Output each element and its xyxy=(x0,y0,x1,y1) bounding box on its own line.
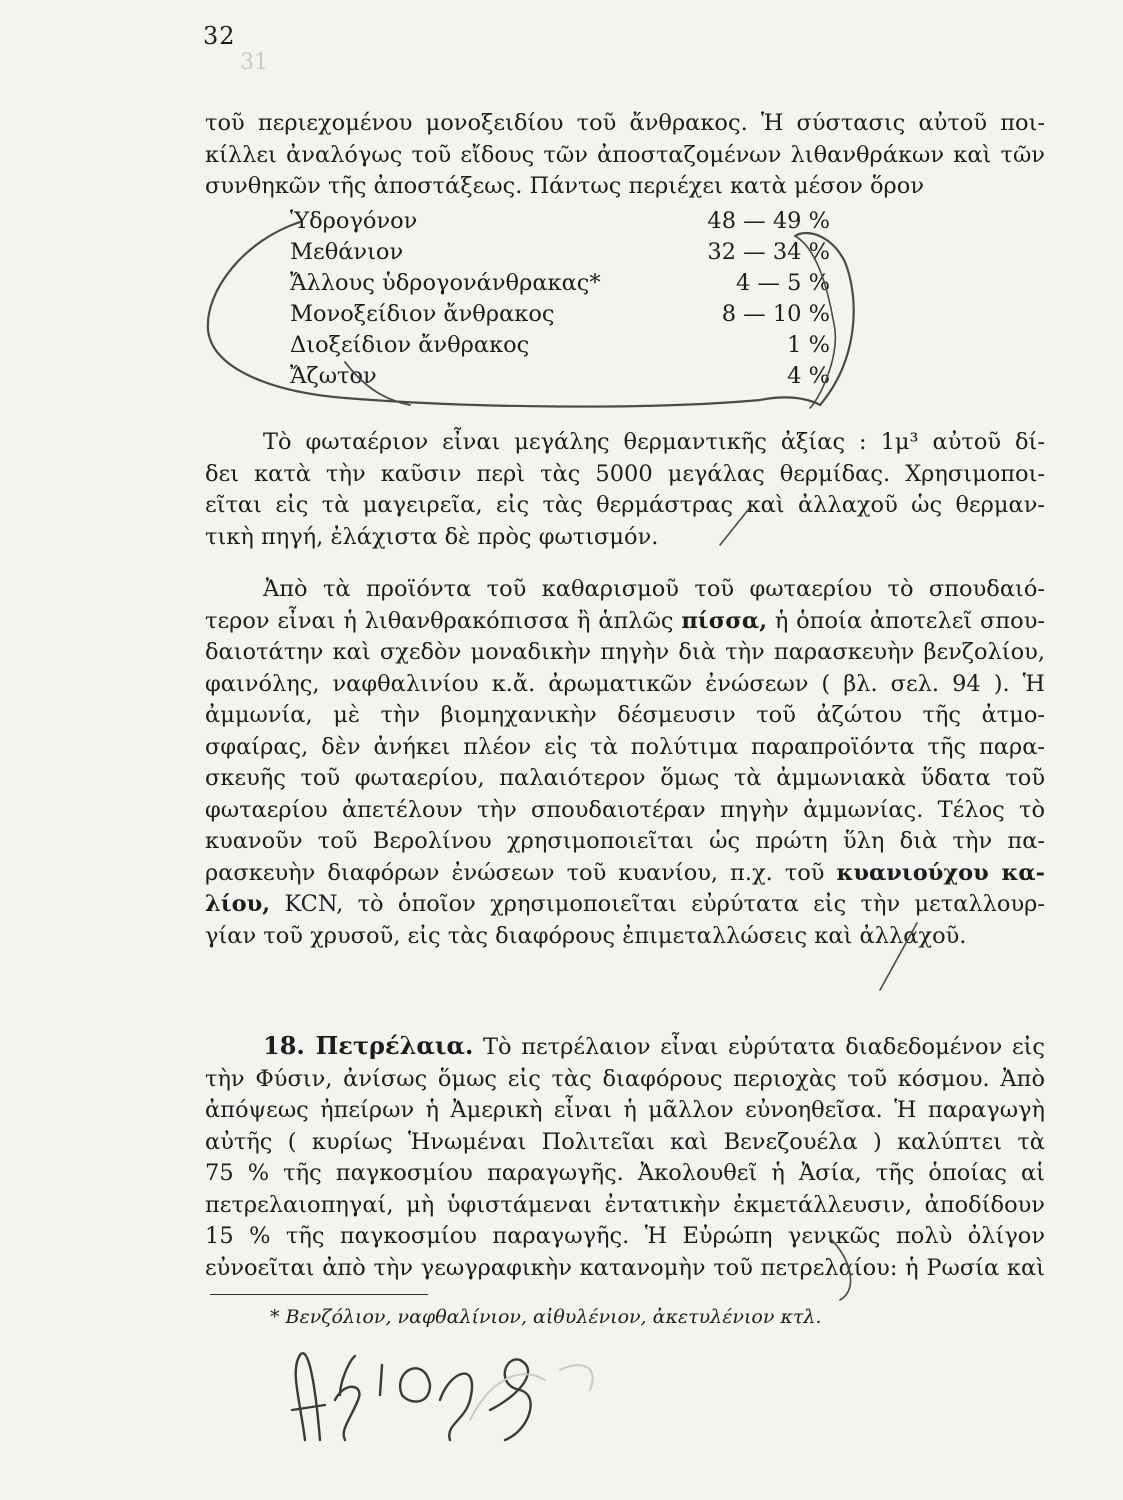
text-line xyxy=(205,858,1045,890)
footnote: * Βενζόλιον, ναφθαλίνιον, αἰθυλένιον, ἀκετυλένιον κτλ. xyxy=(270,1306,822,1328)
text-line: τικὴ πηγή, ἐλάχιστα δὲ πρὸς φωτισμόν. xyxy=(205,523,659,550)
text-line: 75 % τῆς παγκοσμίου παραγωγῆς. Ἀκολουθεῖ ἡ Ἀσία, τῆς ὁποίας αἱ xyxy=(205,1160,1045,1186)
text-line: πετρελαιοπηγαί, μὴ ὑφιστάμεναι ἐντατικὴν ἐκμετάλλευσιν, ἀποδίδουν xyxy=(205,1191,1045,1218)
composition-row xyxy=(290,237,830,268)
text-line xyxy=(205,606,1045,638)
component-range: 48 — 49 % xyxy=(707,208,830,234)
text-run: ἡ ὁποία ἀποτελεῖ σπου- xyxy=(774,607,1045,634)
text-line: εὐνοεῖται ἀπὸ τὴν γεωγραφικὴν κατανομὴν τοῦ πετρελαίου: ἡ Ρωσία καὶ xyxy=(205,1254,1045,1281)
text-line: ἀπόψεως ἠπείρων ἡ Ἀμερικὴ εἶναι ἡ μᾶλλον εὐνοηθεῖσα. Ἡ παραγωγὴ xyxy=(205,1097,1045,1123)
text-run: τερον εἶναι ἡ λιθανθρακόπισσα ἢ ἁπλῶς xyxy=(205,607,674,634)
intro-paragraph xyxy=(205,108,1045,203)
text-line: Ἀπὸ τὰ προϊόντα τοῦ καθαρισμοῦ τοῦ φωταερίου τὸ σπουδαιό- xyxy=(263,576,1045,602)
composition-row xyxy=(290,361,830,392)
page-number: 32 xyxy=(203,22,236,50)
text-line: σφαίρας, δὲν ἀνήκει πλέον εἰς τὰ πολύτιμα παραπροϊόντα τῆς παρα- xyxy=(205,733,1045,760)
section-18-petroleum xyxy=(205,1030,1045,1284)
component-range: 4 — 5 % xyxy=(736,270,830,296)
component-name: Ἄζωτον xyxy=(290,363,377,389)
handwritten-signature xyxy=(292,1353,531,1440)
text-line: γίαν τοῦ χρυσοῦ, εἰς τὰς διαφόρους ἐπιμεταλλώσεις καὶ ἀλλαχοῦ. xyxy=(205,922,967,949)
component-name: Μεθάνιον xyxy=(290,239,404,265)
footnote-rule xyxy=(210,1294,428,1295)
bleed-through-handwriting xyxy=(470,1365,593,1420)
component-name: Μονοξείδιον ἄνθρακος xyxy=(290,301,555,327)
component-range: 8 — 10 % xyxy=(721,301,830,327)
gas-composition-table xyxy=(290,206,830,392)
text-line: σκευῆς τοῦ φωταερίου, παλαιότερον ὅμως τὰ ἀμμωνιακὰ ὕδατα τοῦ xyxy=(205,765,1045,791)
text-line: συνθηκῶν τῆς ἀποστάξεως. Πάντως περιέχει κατὰ μέσον ὅρον xyxy=(205,173,925,199)
text-line: κυανοῦν τοῦ Βερολίνου χρησιμοποιεῖται ὡς πρώτη ὕλη διὰ τὴν πα- xyxy=(205,828,1045,854)
component-name: Ἄλλους ὑδρογονάνθρακας* xyxy=(290,270,601,296)
text-line: φαινόλης, ναφθαλινίου κ.ἄ. ἀρωματικῶν ἐνώσεων ( βλ. σελ. 94 ). Ἡ xyxy=(205,670,1045,697)
text-run: ρασκευὴν διαφόρων ἐνώσεων τοῦ κυανίου, π.χ. τοῦ xyxy=(205,859,825,886)
section-heading: 18. Πετρέλαια. xyxy=(263,1031,474,1060)
composition-row xyxy=(290,268,830,299)
text-line xyxy=(205,1030,1045,1064)
text-line: 15 % τῆς παγκοσμίου παραγωγῆς. Ἡ Εὐρώπη γενικῶς πολὺ ὀλίγον xyxy=(205,1223,1045,1249)
composition-row xyxy=(290,330,830,361)
term-potassium-cyanide-cont: λίου, xyxy=(205,891,271,917)
text-line: τοῦ περιεχομένου μονοξειδίου τοῦ ἄνθρακος. Ἡ σύστασις αὐτοῦ ποι- xyxy=(205,110,1045,136)
text-run: KCN, τὸ ὁποῖον χρησιμοποιεῖται εὐρύτατα εἰς τὴν μεταλλουρ- xyxy=(284,891,1045,917)
component-range: 1 % xyxy=(787,332,830,358)
text-line: δαιοτάτην καὶ σχεδὸν μοναδικὴν πηγὴν διὰ τὴν παρασκευὴν βενζολίου, xyxy=(205,639,1045,665)
term-potassium-cyanide: κυανιούχου κα- xyxy=(836,859,1045,886)
text-line: τὴν Φύσιν, ἀνίσως ὅμως εἰς τὰς διαφόρους περιοχὰς τοῦ κόσμου. Ἀπὸ xyxy=(205,1065,1045,1092)
text-line: φωταερίου ἀπετέλουν τὴν σπουδαιοτέραν πηγὴν ἀμμωνίας. Τέλος τὸ xyxy=(205,796,1045,823)
text-line: αὐτῆς ( κυρίως Ἡνωμέναι Πολιτεῖαι καὶ Βενεζουέλα ) καλύπτει τὰ xyxy=(205,1128,1045,1155)
text-line: ἀμμωνία, μὲ τὴν βιομηχανικὴν δέσμευσιν τοῦ ἀζώτου τῆς ἀτμο- xyxy=(205,702,1045,728)
composition-row xyxy=(290,206,830,237)
component-name: Ὑδρογόνον xyxy=(290,208,418,234)
composition-row xyxy=(290,299,830,330)
text-line: δει κατὰ τὴν καῦσιν περὶ τὰς 5000 μεγάλας θερμίδας. Χρησιμοποι- xyxy=(205,460,1045,487)
text-line: κίλλει ἀναλόγως τοῦ εἴδους τῶν ἀποσταζομένων λιθανθράκων καὶ τῶν xyxy=(205,141,1045,168)
gas-value-paragraph xyxy=(205,427,1045,553)
text-line: εῖται εἰς τὰ μαγειρεῖα, εἰς τὰς θερμάστρας καὶ ἀλλαχοῦ ὡς θερμαν- xyxy=(205,492,1045,518)
text-line: Τὸ φωταέριον εἶναι μεγάλης θερμαντικῆς ἀξίας : 1μ³ αὐτοῦ δί- xyxy=(263,429,1045,455)
term-pissa: πίσσα, xyxy=(681,607,768,634)
component-name: Διοξείδιον ἄνθρακος xyxy=(290,332,530,358)
component-range: 32 — 34 % xyxy=(707,239,830,265)
bleed-through-page-number: 31 xyxy=(240,50,268,75)
text-line xyxy=(205,889,1045,921)
component-range: 4 % xyxy=(787,363,830,389)
text-run: Τὸ πετρέλαιον εἶναι εὐρύτατα διαδεδομένον εἰς xyxy=(483,1034,1046,1060)
products-paragraph xyxy=(205,574,1045,952)
